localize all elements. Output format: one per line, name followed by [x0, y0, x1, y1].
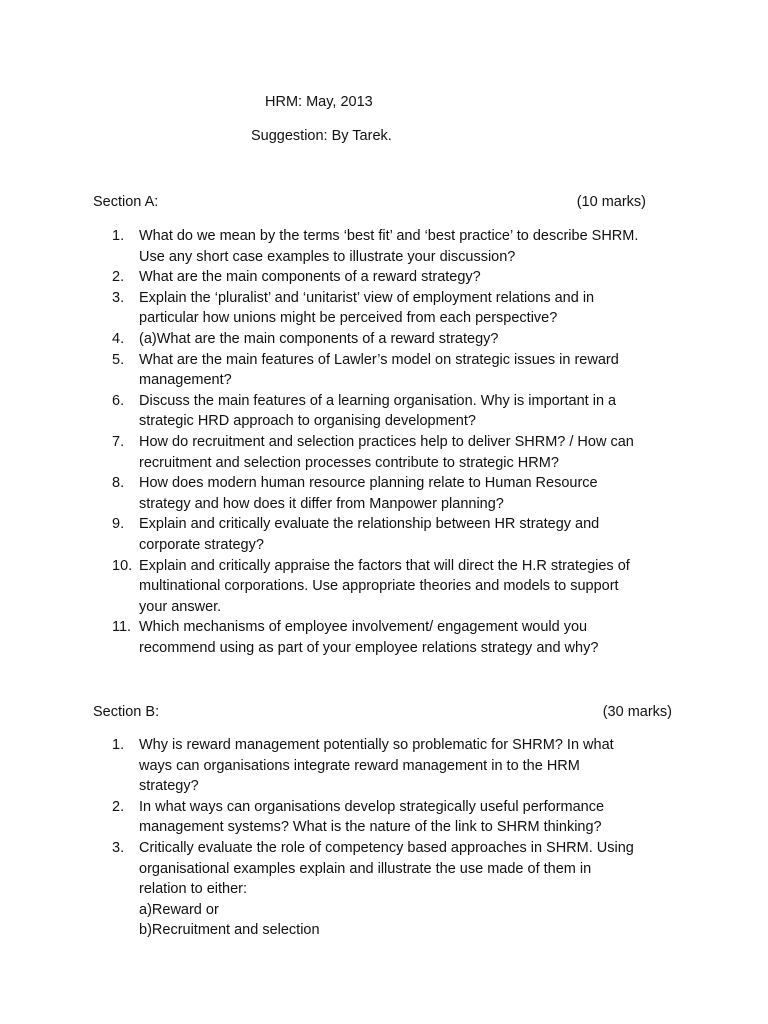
question-number: 7.	[112, 433, 125, 450]
question-text-line: Explain and critically evaluate the relationship between HR strategy and	[139, 516, 600, 533]
question-number: 1.	[112, 228, 125, 244]
sub-option-letter: a)	[139, 901, 152, 918]
question-text-line: ways can organisations integrate reward management in to the HRM	[139, 757, 580, 774]
question-text-line: How do recruitment and selection practices help to deliver SHRM? / How can	[139, 433, 634, 450]
question-item	[0, 514, 700, 555]
question-number: 9.	[112, 516, 125, 533]
question-text-line: What do we mean by the terms ‘best fit’ and ‘best practice’ to describe SHRM.	[139, 228, 639, 244]
sub-option-item	[0, 920, 700, 941]
question-text-line: recommend using as part of your employee relations strategy and why?	[139, 639, 599, 656]
question-text-line: Critically evaluate the role of competency based approaches in SHRM. Using	[139, 839, 634, 856]
question-text-line: strategy and how does it differ from Manpower planning?	[139, 495, 504, 512]
question-item	[0, 391, 700, 432]
question-item	[0, 226, 700, 267]
question-number: 3.	[112, 289, 125, 306]
question-number: 6.	[112, 392, 125, 409]
document-title: HRM: May, 2013	[265, 94, 373, 110]
question-item	[0, 617, 700, 658]
question-number: 5.	[112, 351, 125, 368]
question-text-line: What are the main features of Lawler’s model on strategic issues in reward	[139, 351, 619, 368]
question-number: 2.	[112, 269, 125, 286]
question-number: 3.	[112, 839, 125, 856]
question-item	[0, 432, 700, 473]
question-text-line: Why is reward management potentially so problematic for SHRM? In what	[139, 737, 614, 753]
question-item	[0, 735, 700, 797]
section-b-marks: (30 marks)	[602, 704, 672, 720]
document-subtitle: Suggestion: By Tarek.	[251, 128, 392, 144]
section-b-label: Section B:	[93, 704, 160, 720]
sub-option-text: Reward or	[151, 901, 219, 918]
question-text-line: In what ways can organisations develop strategically useful performance	[139, 798, 605, 815]
question-text-line: What are the main components of a reward strategy?	[139, 269, 481, 286]
question-item	[0, 329, 700, 350]
question-text-line: your answer.	[139, 598, 222, 615]
section-b-heading	[93, 702, 672, 722]
sub-option-item	[0, 900, 700, 921]
question-text-line: Use any short case examples to illustrate your discussion?	[139, 248, 516, 265]
question-text-line: multinational corporations. Use appropriate theories and models to support	[139, 578, 619, 595]
question-text-line: strategic HRD approach to organising development?	[139, 413, 476, 430]
question-text-line: relation to either:	[139, 881, 248, 898]
question-text-line: Explain the ‘pluralist’ and ‘unitarist’ view of employment relations and in	[139, 289, 595, 306]
question-item	[0, 797, 700, 838]
question-number: 4.	[112, 330, 125, 347]
question-number: 1.	[112, 737, 125, 753]
question-text-line: management?	[139, 372, 232, 389]
question-number: 8.	[112, 475, 125, 492]
question-text-line: Discuss the main features of a learning organisation. Why is important in a	[139, 392, 617, 409]
section-a-marks: (10 marks)	[576, 194, 646, 210]
question-text-line: How does modern human resource planning relate to Human Resource	[139, 475, 598, 492]
sub-option-text: Recruitment and selection	[151, 922, 320, 939]
question-number: 2.	[112, 798, 125, 815]
question-item	[0, 473, 700, 514]
question-number: 10.	[112, 557, 133, 574]
question-text-line: Explain and critically appraise the factors that will direct the H.R strategies of	[139, 557, 630, 574]
question-text-line: management systems? What is the nature of the link to SHRM thinking?	[139, 819, 602, 836]
question-item	[0, 288, 700, 329]
sub-option-letter: b)	[139, 922, 152, 939]
question-text-line: (a)What are the main components of a reward strategy?	[139, 330, 499, 347]
question-text-line: particular how unions might be perceived from each perspective?	[139, 310, 558, 327]
section-a-heading	[93, 192, 672, 212]
section-a-question-list	[0, 226, 700, 658]
question-text-line: corporate strategy?	[139, 536, 264, 553]
question-number: 11.	[112, 619, 132, 636]
section-b-question-list	[0, 735, 700, 941]
question-text-line: strategy?	[139, 778, 199, 795]
question-item	[0, 350, 700, 391]
question-item	[0, 267, 700, 288]
question-item	[0, 838, 700, 900]
question-item	[0, 556, 700, 618]
question-text-line: recruitment and selection processes contribute to strategic HRM?	[139, 454, 559, 471]
question-text-line: Which mechanisms of employee involvement/ engagement would you	[139, 619, 588, 636]
question-text-line: organisational examples explain and illustrate the use made of them in	[139, 860, 592, 877]
section-a-label: Section A:	[93, 194, 159, 210]
